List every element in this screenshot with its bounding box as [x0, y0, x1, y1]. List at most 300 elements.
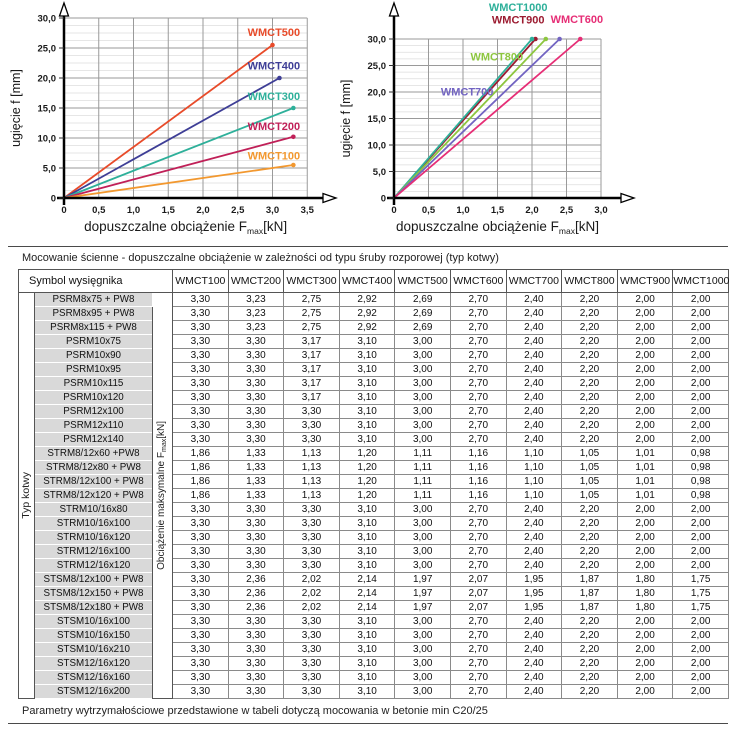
value-cell: 3,30: [228, 419, 284, 433]
x-axis-arrow: [323, 194, 336, 203]
value-cell: 3,00: [395, 517, 451, 531]
table-row: [19, 503, 729, 517]
value-cell: 3,00: [395, 643, 451, 657]
value-cell: 2,40: [506, 517, 562, 531]
value-cell: 3,17: [284, 363, 340, 377]
value-cell: 2,40: [506, 377, 562, 391]
value-cell: 2,00: [617, 559, 673, 573]
value-cell: 2,02: [284, 601, 340, 615]
value-cell: 3,30: [173, 391, 229, 405]
row-label-cell: PSRM10x95: [35, 363, 153, 377]
value-cell: 2,14: [339, 587, 395, 601]
value-cell: 2,00: [617, 335, 673, 349]
value-cell: 2,20: [562, 615, 618, 629]
value-cell: 3,30: [173, 685, 229, 699]
value-cell: 2,70: [450, 349, 506, 363]
value-cell: 3,10: [339, 671, 395, 685]
value-cell: 2,20: [562, 391, 618, 405]
value-cell: 3,30: [284, 629, 340, 643]
value-cell: 1,95: [506, 587, 562, 601]
row-label-cell: PSRM12x110: [35, 419, 153, 433]
series-label-wmct900: WMCT900: [491, 14, 545, 27]
series-endpoint-wmct1000: [530, 37, 535, 42]
table-row: [19, 615, 729, 629]
value-cell: 2,36: [228, 573, 284, 587]
value-cell: 2,00: [617, 321, 673, 335]
value-cell: 3,30: [228, 531, 284, 545]
value-cell: 1,11: [395, 447, 451, 461]
value-cell: 2,00: [617, 293, 673, 307]
value-cell: 2,00: [617, 629, 673, 643]
value-cell: 2,20: [562, 377, 618, 391]
x-tick-label: 0: [391, 205, 397, 216]
value-cell: 2,14: [339, 573, 395, 587]
value-cell: 1,10: [506, 475, 562, 489]
row-label-cell: STSM12/16x200: [35, 685, 153, 699]
value-cell: 3,00: [395, 405, 451, 419]
value-cell: 3,10: [339, 559, 395, 573]
value-cell: 3,23: [228, 307, 284, 321]
y-axis-arrow: [390, 3, 399, 16]
value-cell: 2,40: [506, 293, 562, 307]
value-cell: 3,00: [395, 671, 451, 685]
y-tick-label: 10,0: [367, 140, 386, 152]
value-cell: 2,20: [562, 433, 618, 447]
value-cell: 2,07: [450, 587, 506, 601]
row-label-cell: PSRM8x75 + PW8: [35, 293, 153, 307]
value-cell: 2,20: [562, 307, 618, 321]
value-cell: 3,30: [173, 433, 229, 447]
deflection-vs-load-chart-2: [339, 2, 634, 236]
value-cell: 3,00: [395, 363, 451, 377]
x-tick-label: 2,5: [231, 205, 245, 216]
value-cell: 2,69: [395, 293, 451, 307]
value-cell: 2,20: [562, 363, 618, 377]
value-cell: 2,40: [506, 349, 562, 363]
y-tick-label: 30,0: [37, 13, 56, 25]
value-cell: 3,30: [173, 643, 229, 657]
y-tick-label: 5,0: [372, 167, 386, 178]
series-label-wmct1000: WMCT1000: [488, 2, 548, 15]
y-tick-label: 30,0: [367, 34, 386, 46]
y-axis-title: ugięcie f [mm]: [339, 79, 353, 158]
x-tick-label: 1,5: [490, 205, 505, 216]
value-cell: 2,70: [450, 629, 506, 643]
value-cell: 2,40: [506, 615, 562, 629]
value-cell: 2,00: [617, 405, 673, 419]
value-cell: 0,98: [673, 461, 729, 475]
value-cell: 2,00: [617, 671, 673, 685]
row-label-cell: STSM10/16x150: [35, 629, 153, 643]
series-endpoint-wmct700: [557, 37, 562, 42]
value-cell: 2,70: [450, 405, 506, 419]
bottom-rule: [8, 723, 728, 724]
value-cell: 2,02: [284, 587, 340, 601]
value-cell: 2,00: [617, 349, 673, 363]
value-cell: 2,00: [617, 503, 673, 517]
table-footnote: Parametry wytrzymałościowe przedstawione w tabeli dotyczą mocowania w betonie min C20/25: [22, 705, 488, 717]
value-cell: 3,30: [173, 531, 229, 545]
value-cell: 1,01: [617, 447, 673, 461]
table-row: [19, 447, 729, 461]
value-cell: 2,75: [284, 293, 340, 307]
row-label-cell: STSM8/12x180 + PW8: [35, 601, 153, 615]
value-cell: 2,00: [673, 531, 729, 545]
value-cell: 2,40: [506, 419, 562, 433]
value-cell: 2,00: [673, 405, 729, 419]
value-cell: 3,10: [339, 503, 395, 517]
table-row: [19, 363, 729, 377]
value-cell: 2,02: [284, 573, 340, 587]
row-label-cell: STRM10/16x120: [35, 531, 153, 545]
series-endpoint-wmct800: [544, 37, 549, 42]
table-row: [19, 629, 729, 643]
value-cell: 1,33: [228, 447, 284, 461]
value-cell: 2,00: [673, 503, 729, 517]
value-cell: 1,86: [173, 461, 229, 475]
row-group-label: Typ kotwy: [19, 293, 35, 699]
value-cell: 3,00: [395, 419, 451, 433]
value-cell: 1,13: [284, 447, 340, 461]
value-cell: 1,11: [395, 489, 451, 503]
table-row: [19, 573, 729, 587]
row-label-cell: STRM12/16x100: [35, 545, 153, 559]
y-tick-label: 25,0: [367, 61, 386, 72]
column-header-wmct300: WMCT300: [284, 270, 340, 293]
value-cell: 3,10: [339, 433, 395, 447]
value-cell: 1,05: [562, 489, 618, 503]
column-header-wmct400: WMCT400: [339, 270, 395, 293]
value-cell: 2,00: [673, 545, 729, 559]
value-cell: 1,20: [339, 489, 395, 503]
value-cell: 1,16: [450, 489, 506, 503]
series-endpoint-wmct600: [578, 37, 583, 42]
value-cell: 3,10: [339, 545, 395, 559]
series-label-wmct400: WMCT400: [247, 60, 301, 73]
series-label-wmct700: WMCT700: [440, 86, 494, 99]
value-cell: 3,30: [173, 349, 229, 363]
value-cell: 3,30: [284, 517, 340, 531]
table-row: [19, 587, 729, 601]
row-label-cell: PSRM10x90: [35, 349, 153, 363]
value-cell: 2,75: [284, 307, 340, 321]
value-cell: 2,00: [617, 517, 673, 531]
value-cell: 3,30: [228, 671, 284, 685]
value-cell: 2,69: [395, 307, 451, 321]
value-cell: 1,33: [228, 475, 284, 489]
value-cell: 2,36: [228, 601, 284, 615]
value-cell: 3,00: [395, 433, 451, 447]
value-cell: 1,95: [506, 573, 562, 587]
value-cell: 3,30: [228, 405, 284, 419]
value-cell: 1,87: [562, 573, 618, 587]
value-cell: 3,10: [339, 643, 395, 657]
value-cell: 0,98: [673, 447, 729, 461]
row-label-cell: PSRM12x100: [35, 405, 153, 419]
value-cell: 2,20: [562, 545, 618, 559]
table-row: [19, 671, 729, 685]
x-tick-label: 3,0: [265, 205, 280, 216]
value-cell: 1,11: [395, 461, 451, 475]
value-cell: 3,10: [339, 615, 395, 629]
value-cell: 2,00: [673, 307, 729, 321]
table-row: [19, 419, 729, 433]
value-cell: 2,00: [617, 391, 673, 405]
value-cell: 2,20: [562, 503, 618, 517]
y-tick-label: 15,0: [367, 114, 386, 125]
value-cell: 3,00: [395, 349, 451, 363]
row-label-cell: PSRM10x115: [35, 377, 153, 391]
value-cell: 3,30: [284, 545, 340, 559]
table-row: [19, 391, 729, 405]
row-label-cell: STSM12/16x160: [35, 671, 153, 685]
row-label-cell: STSM12/16x120: [35, 657, 153, 671]
value-cell: 3,10: [339, 657, 395, 671]
value-cell: 3,30: [284, 657, 340, 671]
value-cell: 3,10: [339, 349, 395, 363]
value-cell: 3,30: [284, 405, 340, 419]
value-cell: 2,70: [450, 671, 506, 685]
value-cell: 2,70: [450, 657, 506, 671]
value-cell: 3,00: [395, 531, 451, 545]
table-row: [19, 377, 729, 391]
load-table-body: [19, 293, 729, 699]
value-cell: 2,20: [562, 643, 618, 657]
table-row: [19, 475, 729, 489]
value-cell: 2,00: [673, 517, 729, 531]
value-cell: 3,30: [173, 517, 229, 531]
table-row: [19, 531, 729, 545]
value-cell: 3,30: [173, 545, 229, 559]
value-cell: 3,30: [173, 657, 229, 671]
value-cell: 3,10: [339, 419, 395, 433]
value-cell: 2,40: [506, 643, 562, 657]
value-cell: 3,30: [228, 335, 284, 349]
row-label-cell: STRM12/16x120: [35, 559, 153, 573]
column-header-wmct600: WMCT600: [450, 270, 506, 293]
value-cell: 3,30: [173, 671, 229, 685]
value-cell: 1,13: [284, 475, 340, 489]
row-label-cell: PSRM8x115 + PW8: [35, 321, 153, 335]
table-row: [19, 685, 729, 699]
value-cell: 2,07: [450, 601, 506, 615]
value-cell: 3,30: [228, 363, 284, 377]
value-cell: 2,00: [617, 433, 673, 447]
table-row: [19, 489, 729, 503]
value-cell: 2,00: [673, 615, 729, 629]
value-cell: 3,30: [228, 643, 284, 657]
value-cell: 3,10: [339, 391, 395, 405]
value-cell: 2,40: [506, 671, 562, 685]
value-cell: 3,30: [173, 629, 229, 643]
value-cell: 2,00: [617, 531, 673, 545]
value-cell: 3,30: [173, 335, 229, 349]
value-cell: 3,30: [173, 559, 229, 573]
value-cell: 2,92: [339, 321, 395, 335]
y-tick-label: 15,0: [37, 103, 56, 115]
symbol-column-header: Symbol wysięgnika: [19, 270, 173, 293]
y-tick-label: 10,0: [37, 133, 56, 145]
value-cell: 3,30: [284, 503, 340, 517]
x-tick-label: 1,0: [456, 205, 470, 216]
value-cell: 3,00: [395, 685, 451, 699]
value-cell: 3,30: [173, 573, 229, 587]
table-row: [19, 307, 729, 321]
value-cell: 2,70: [450, 545, 506, 559]
table-row: [19, 461, 729, 475]
value-cell: 1,10: [506, 461, 562, 475]
series-endpoint-wmct400: [277, 76, 282, 81]
y-tick-label: 20,0: [37, 73, 56, 85]
value-cell: 3,30: [228, 349, 284, 363]
value-cell: 1,11: [395, 475, 451, 489]
value-cell: 2,00: [617, 657, 673, 671]
value-cell: 2,00: [673, 321, 729, 335]
load-table: [18, 269, 729, 699]
x-tick-label: 3,5: [300, 205, 314, 216]
value-cell: 1,20: [339, 475, 395, 489]
row-label-cell: PSRM12x140: [35, 433, 153, 447]
value-cell: 2,70: [450, 293, 506, 307]
value-cell: 3,30: [228, 629, 284, 643]
row-label-cell: STSM8/12x150 + PW8: [35, 587, 153, 601]
value-cell: 2,40: [506, 363, 562, 377]
value-cell: 3,10: [339, 377, 395, 391]
deflection-vs-load-chart-1: [9, 3, 336, 236]
row-label-cell: STRM8/12x100 + PW8: [35, 475, 153, 489]
value-cell: 2,70: [450, 503, 506, 517]
value-cell: 3,30: [173, 503, 229, 517]
value-cell: 2,00: [673, 671, 729, 685]
value-cell: 2,20: [562, 405, 618, 419]
value-cell: 2,00: [673, 559, 729, 573]
value-cell: 2,00: [673, 391, 729, 405]
value-cell: 2,40: [506, 503, 562, 517]
value-cell: 3,30: [228, 391, 284, 405]
value-cell: 2,20: [562, 629, 618, 643]
value-cell: 2,69: [395, 321, 451, 335]
row-label-cell: STRM8/12x60 +PW8: [35, 447, 153, 461]
value-cell: 3,30: [228, 657, 284, 671]
row-label-cell: PSRM8x95 + PW8: [35, 307, 153, 321]
value-cell: 2,20: [562, 671, 618, 685]
value-cell: 2,70: [450, 615, 506, 629]
value-cell: 1,75: [673, 601, 729, 615]
x-axis-title: dopuszczalne obciążenie $F_{max}[kN]$: [396, 219, 599, 236]
value-cell: 3,10: [339, 335, 395, 349]
y-tick-label: 25,0: [37, 43, 56, 55]
table-row: [19, 321, 729, 335]
table-row: [19, 517, 729, 531]
value-cell: 2,14: [339, 601, 395, 615]
column-header-wmct800: WMCT800: [562, 270, 618, 293]
value-cell: 2,00: [617, 615, 673, 629]
value-cell: 2,20: [562, 559, 618, 573]
value-cell: 2,00: [673, 293, 729, 307]
value-cell: 1,86: [173, 475, 229, 489]
value-cell: 3,30: [228, 545, 284, 559]
value-cell: 3,17: [284, 377, 340, 391]
column-header-wmct200: WMCT200: [228, 270, 284, 293]
value-cell: 2,40: [506, 657, 562, 671]
value-cell: 2,20: [562, 293, 618, 307]
value-cell: 3,10: [339, 517, 395, 531]
value-cell: 3,10: [339, 363, 395, 377]
value-cell: 3,30: [173, 307, 229, 321]
value-cell: 2,70: [450, 685, 506, 699]
value-cell: 2,00: [673, 335, 729, 349]
value-cell: 2,40: [506, 433, 562, 447]
value-cell: 3,00: [395, 377, 451, 391]
value-cell: 2,00: [673, 629, 729, 643]
row-label-cell: STSM10/16x100: [35, 615, 153, 629]
table-row: [19, 335, 729, 349]
value-cell: 2,40: [506, 405, 562, 419]
x-tick-label: 2,0: [196, 205, 210, 216]
value-cell: 2,00: [617, 545, 673, 559]
value-cell: 2,20: [562, 349, 618, 363]
value-cell: 3,23: [228, 293, 284, 307]
value-cell: 3,30: [284, 419, 340, 433]
series-endpoint-wmct300: [291, 106, 296, 111]
value-cell: 3,30: [284, 685, 340, 699]
value-cell: 0,98: [673, 475, 729, 489]
value-cell: 1,80: [617, 587, 673, 601]
value-cell: 2,70: [450, 559, 506, 573]
value-cell: 3,30: [173, 615, 229, 629]
value-cell: 3,30: [173, 363, 229, 377]
value-cell: 3,30: [284, 671, 340, 685]
value-cell: 2,70: [450, 517, 506, 531]
x-tick-label: 1,5: [161, 205, 175, 216]
value-cell: 1,33: [228, 489, 284, 503]
value-cell: 2,92: [339, 307, 395, 321]
value-cell: 1,13: [284, 489, 340, 503]
x-tick-label: 0: [61, 205, 67, 216]
value-cell: 2,00: [617, 363, 673, 377]
value-cell: 3,10: [339, 531, 395, 545]
y-tick-label: 5,0: [42, 163, 56, 175]
value-cell: 2,70: [450, 391, 506, 405]
value-cell: 1,86: [173, 447, 229, 461]
value-cell: 2,40: [506, 629, 562, 643]
value-cell: 3,30: [228, 615, 284, 629]
value-cell: 2,40: [506, 321, 562, 335]
value-cell: 3,30: [173, 321, 229, 335]
value-cell: 3,17: [284, 349, 340, 363]
row-label-cell: STSM8/12x100 + PW8: [35, 573, 153, 587]
table-row: [19, 657, 729, 671]
value-cell: 3,30: [228, 503, 284, 517]
value-cell: 1,97: [395, 587, 451, 601]
value-cell: 1,80: [617, 573, 673, 587]
row-label-cell: STRM8/12x120 + PW8: [35, 489, 153, 503]
value-cell: 1,16: [450, 475, 506, 489]
value-cell: 3,30: [284, 531, 340, 545]
table-row: [19, 293, 729, 307]
value-cell: 3,30: [284, 615, 340, 629]
value-cell: 1,20: [339, 447, 395, 461]
value-cell: 1,95: [506, 601, 562, 615]
value-cell: 1,87: [562, 601, 618, 615]
value-cell: 2,40: [506, 391, 562, 405]
value-cell: 1,75: [673, 573, 729, 587]
value-cell: 3,00: [395, 657, 451, 671]
y-tick-label: 0: [50, 193, 56, 205]
value-cell: 2,00: [673, 433, 729, 447]
value-cell: 2,20: [562, 419, 618, 433]
value-cell: 3,00: [395, 629, 451, 643]
